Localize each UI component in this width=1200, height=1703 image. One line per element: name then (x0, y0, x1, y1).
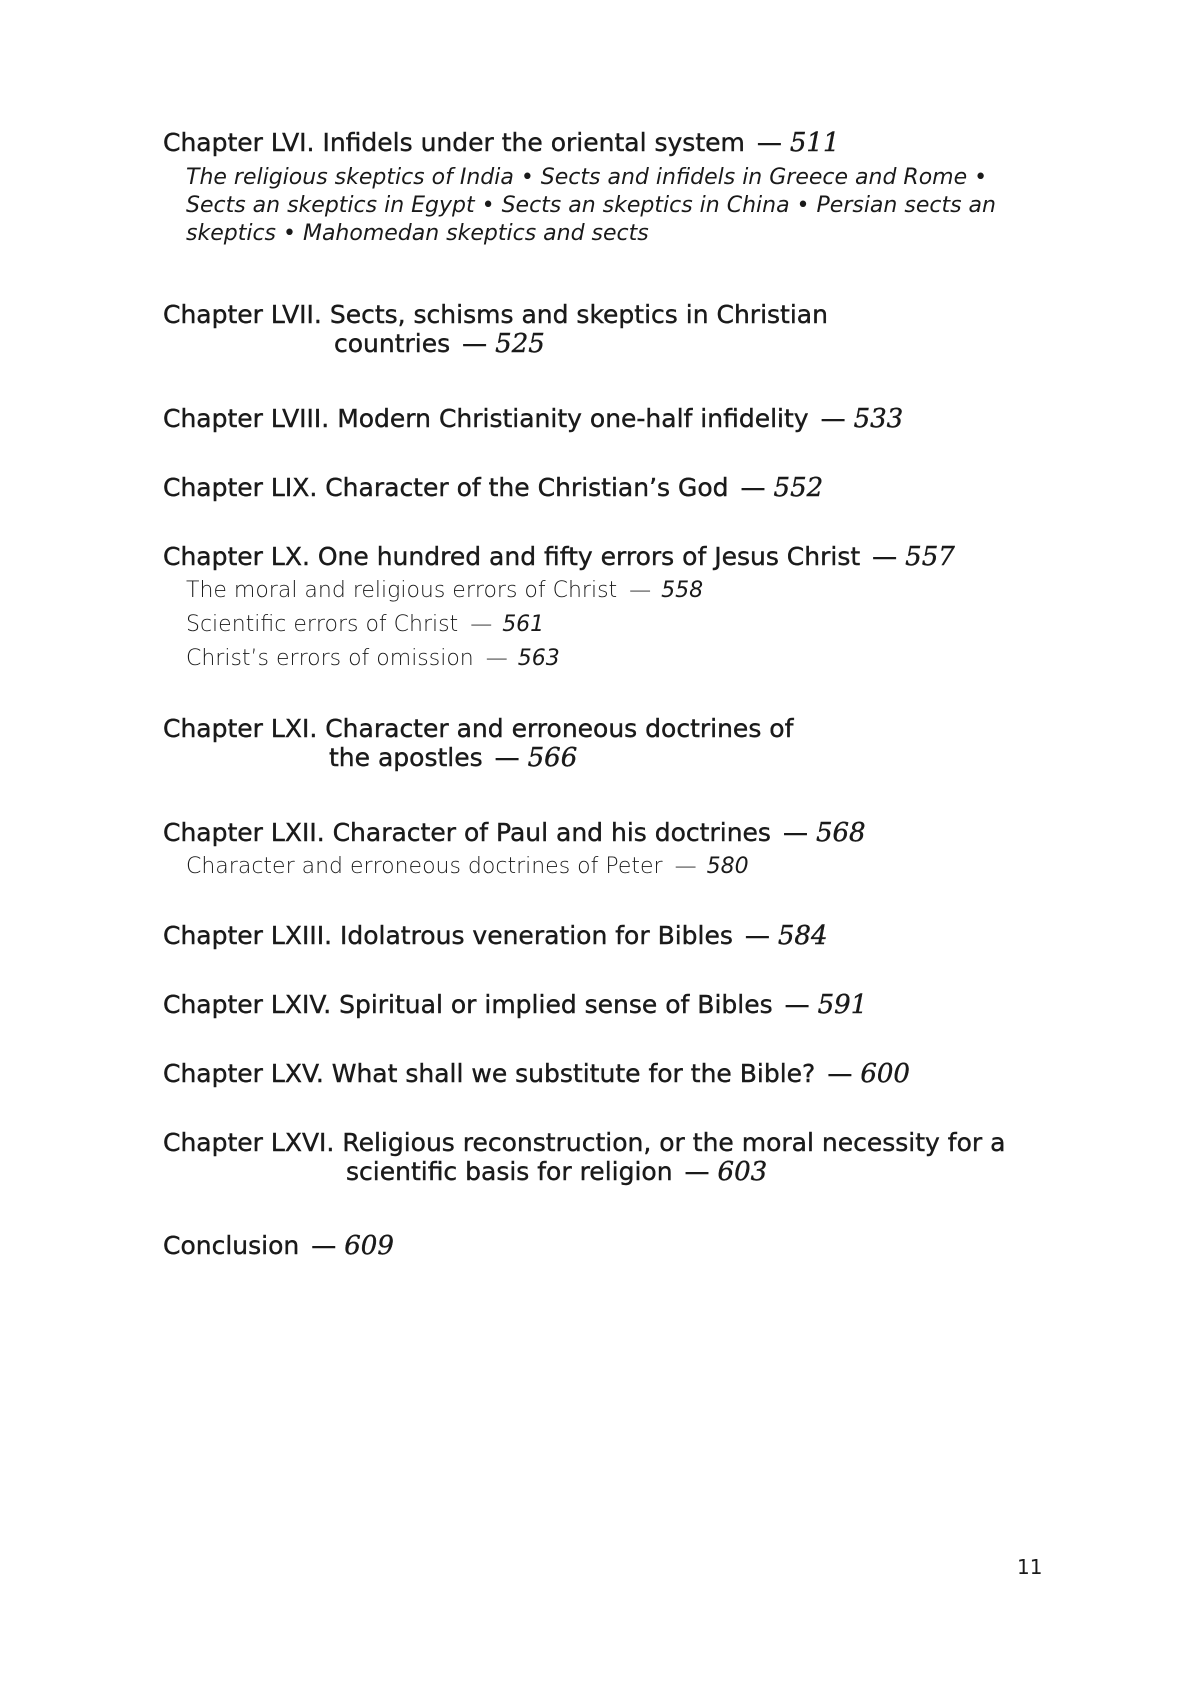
subsection-title: Character and erroneous doctrines of Peter (186, 854, 663, 879)
chapter-title (163, 404, 1043, 434)
chapter-title-text: Chapter LXIII. Idolatrous veneration for Bibles (163, 921, 733, 950)
chapter-title (163, 714, 1043, 773)
chapter-page-number: 603 (717, 1157, 768, 1187)
dash: — (629, 578, 652, 603)
subsection (186, 608, 1043, 642)
dash: — (820, 404, 846, 433)
chapter-title-text: scientific basis for religion (346, 1157, 673, 1186)
toc-entry-chapter-lxvi (163, 1128, 1043, 1187)
dash: — (311, 1231, 337, 1260)
subsection-title: Christ’s errors of omission (186, 646, 474, 671)
chapter-page-number: 584 (777, 921, 828, 951)
toc-entry-chapter-lix (163, 473, 1043, 503)
chapter-title-text: Chapter LXIV. Spiritual or implied sense of Bibles (163, 990, 773, 1019)
toc-entry-chapter-lxi (163, 714, 1043, 773)
chapter-title-continuation (163, 329, 1043, 359)
dash: — (462, 329, 488, 358)
chapter-page-number: 511 (789, 128, 840, 158)
chapter-title (163, 542, 1043, 572)
subsection (186, 642, 1043, 676)
chapter-title-text: Chapter LIX. Character of the Christian’s God (163, 473, 729, 502)
chapter-description: The religious skeptics of India • Sects and infidels in Greece and Rome • Sects an skeptics in Egypt • Sects an skeptics in China • Persian sects an skeptics • Mahomedan skeptics and sects (186, 165, 996, 246)
chapter-title-text: Chapter LVI. Infidels under the oriental system (163, 128, 745, 157)
dash: — (740, 473, 766, 502)
chapter-title (163, 921, 1043, 951)
chapter-page-number: 600 (860, 1059, 910, 1089)
chapter-title-text: the apostles (329, 743, 483, 772)
dash: — (744, 921, 770, 950)
chapter-page-number: 533 (853, 404, 904, 434)
chapter-title-text: Conclusion (163, 1231, 300, 1260)
chapter-title (163, 1128, 1043, 1187)
toc-entry-chapter-lvii (163, 300, 1043, 359)
chapter-title (163, 300, 1043, 359)
toc-entry-chapter-lvi (163, 128, 1043, 248)
chapter-page-number: 552 (773, 473, 824, 503)
chapter-title (163, 473, 1043, 503)
chapter-title-text: Chapter LXVI. Religious reconstruction, or the moral necessity for a (163, 1128, 1006, 1157)
chapter-title (163, 1059, 1043, 1089)
toc-entry-chapter-lxiv (163, 990, 1043, 1020)
chapter-page-number: 525 (495, 329, 545, 359)
chapter-title-text: Chapter LXI. Character and erroneous doctrines of (163, 714, 794, 743)
chapter-page-number: 609 (344, 1231, 394, 1261)
chapter-page-number: 568 (815, 818, 866, 848)
dash: — (485, 646, 508, 671)
chapter-page-number: 591 (817, 990, 868, 1020)
page-number: 11 (1017, 1555, 1043, 1579)
chapter-title-text: Chapter LX. One hundred and fifty errors of Jesus Christ (163, 542, 861, 571)
toc-entry-chapter-lxii (163, 818, 1043, 884)
toc-entry-chapter-lviii (163, 404, 1043, 434)
subsection-title: The moral and religious errors of Christ (186, 578, 618, 603)
dash: — (782, 818, 808, 847)
subsection (186, 574, 1043, 608)
chapter-title (163, 128, 1043, 158)
subsection (186, 850, 1043, 884)
toc-entry-conclusion (163, 1231, 1043, 1261)
dash: — (827, 1059, 853, 1088)
dash: — (470, 612, 493, 637)
subsection-page-number: 561 (502, 612, 545, 637)
chapter-title-text: Chapter LVIII. Modern Christianity one-half infidelity (163, 404, 809, 433)
chapter-title (163, 818, 1043, 848)
subsection-title: Scientific errors of Christ (186, 612, 459, 637)
chapter-page-number: 566 (527, 743, 578, 773)
toc-entry-chapter-lxiii (163, 921, 1043, 951)
dash: — (784, 990, 810, 1019)
toc-entry-chapter-lxv (163, 1059, 1043, 1089)
chapter-page-number: 557 (905, 542, 955, 572)
dash: — (674, 854, 697, 879)
subsection-page-number: 563 (517, 646, 560, 671)
dash: — (684, 1157, 710, 1186)
chapter-title (163, 990, 1043, 1020)
chapter-title (163, 1231, 1043, 1261)
dash: — (756, 128, 782, 157)
dash: — (872, 542, 898, 571)
chapter-title-continuation (163, 743, 1043, 773)
chapter-title-continuation (163, 1157, 1043, 1187)
chapter-title-text: Chapter LVII. Sects, schisms and skeptics in Christian (163, 300, 828, 329)
dash: — (494, 743, 520, 772)
chapter-title-text: Chapter LXV. What shall we substitute for the Bible? (163, 1059, 816, 1088)
chapter-title-text: Chapter LXII. Character of Paul and his doctrines (163, 818, 771, 847)
subsection-page-number: 558 (661, 578, 704, 603)
toc-entry-chapter-lx (163, 542, 1043, 676)
chapter-title-text: countries (334, 329, 451, 358)
subsection-page-number: 580 (706, 854, 749, 879)
